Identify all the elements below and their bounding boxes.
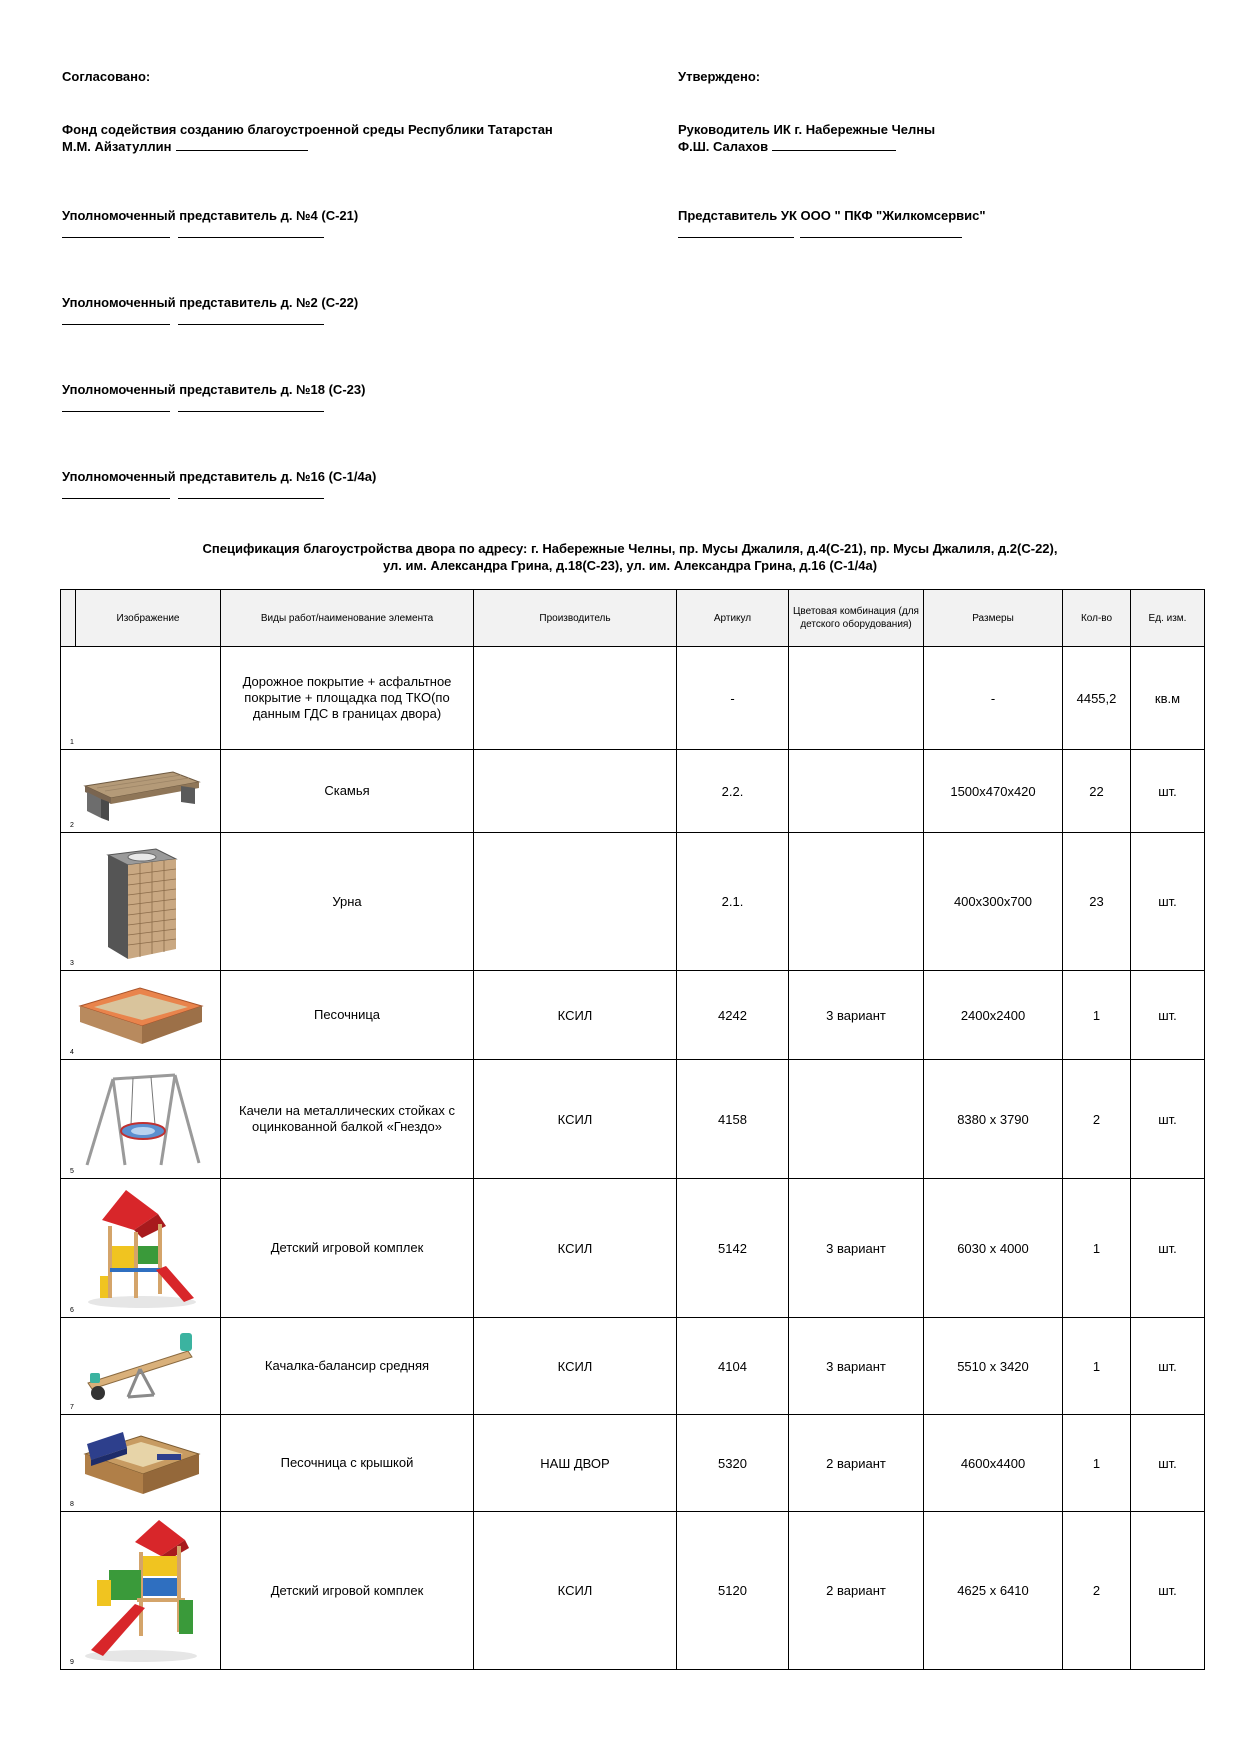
signature-line — [62, 498, 170, 499]
item-maker — [474, 833, 677, 971]
row-number: 7 — [70, 1404, 74, 1411]
table-row — [61, 1512, 1205, 1670]
item-qty: 23 — [1063, 833, 1131, 971]
item-size: - — [924, 647, 1063, 750]
spec-title-line-2: ул. им. Александра Грина, д.18(С-23), ул. им. Александра Грина, д.16 (С-1/4а) — [382, 558, 878, 573]
rep-4-label: Уполномоченный представитель д. №16 (С-1/4а) — [62, 469, 377, 484]
fund-line: Фонд содействия созданию благоустроенной среды Республики Татарстан — [62, 122, 553, 137]
item-unit: шт. — [1131, 1179, 1205, 1318]
item-unit: шт. — [1131, 1415, 1205, 1512]
item-maker: КСИЛ — [474, 1318, 677, 1415]
signature-line — [176, 138, 308, 151]
item-maker: КСИЛ — [474, 971, 677, 1060]
table-row — [61, 833, 1205, 971]
table-row — [61, 1318, 1205, 1415]
item-article: 5142 — [677, 1179, 789, 1318]
col-header-size: Размеры — [924, 590, 1063, 647]
head-person: Ф.Ш. Салахов — [678, 139, 769, 154]
spec-table — [60, 589, 1205, 1670]
item-size: 1500х470х420 — [924, 750, 1063, 833]
signature-line — [800, 237, 962, 238]
item-article: - — [677, 647, 789, 750]
image-cell — [61, 1512, 221, 1670]
item-size: 2400х2400 — [924, 971, 1063, 1060]
rep-1-label: Уполномоченный представитель д. №4 (С-21) — [62, 208, 359, 223]
item-unit: кв.м — [1131, 647, 1205, 750]
item-size: 4600х4400 — [924, 1415, 1063, 1512]
urn-icon — [96, 841, 186, 963]
signature-line — [62, 411, 170, 412]
image-cell — [61, 971, 221, 1060]
item-color: 3 вариант — [789, 971, 924, 1060]
col-header-num — [61, 590, 76, 647]
item-article: 4104 — [677, 1318, 789, 1415]
playhouse-icon — [82, 1186, 200, 1310]
item-color — [789, 1060, 924, 1179]
head-line: Руководитель ИК г. Набережные Челны — [678, 122, 936, 137]
item-qty: 2 — [1063, 1060, 1131, 1179]
item-color — [789, 647, 924, 750]
signature-line — [678, 237, 794, 238]
approved-label: Утверждено: — [678, 69, 761, 84]
item-color — [789, 833, 924, 971]
item-size: 5510 х 3420 — [924, 1318, 1063, 1415]
item-unit: шт. — [1131, 971, 1205, 1060]
item-maker: КСИЛ — [474, 1179, 677, 1318]
item-qty: 1 — [1063, 971, 1131, 1060]
item-qty: 2 — [1063, 1512, 1131, 1670]
item-color: 2 вариант — [789, 1415, 924, 1512]
fund-signature — [62, 138, 308, 155]
table-row — [61, 1060, 1205, 1179]
item-maker: КСИЛ — [474, 1512, 677, 1670]
col-header-color: Цветовая комбинация (для детского оборудования) — [789, 590, 924, 647]
row-number: 2 — [70, 822, 74, 829]
image-cell — [61, 833, 221, 971]
row-number: 9 — [70, 1659, 74, 1666]
signature-line — [178, 237, 324, 238]
item-unit: шт. — [1131, 750, 1205, 833]
seesaw-icon — [80, 1325, 202, 1407]
signature-line — [62, 237, 170, 238]
signature-line — [178, 498, 324, 499]
item-name: Качалка-балансир средняя — [221, 1318, 474, 1415]
table-row — [61, 750, 1205, 833]
rep-2-label: Уполномоченный представитель д. №2 (С-22) — [62, 295, 359, 310]
item-name: Урна — [221, 833, 474, 971]
col-header-qty: Кол-во — [1063, 590, 1131, 647]
item-maker — [474, 750, 677, 833]
col-header-article: Артикул — [677, 590, 789, 647]
row-number: 1 — [70, 739, 74, 746]
item-article: 4158 — [677, 1060, 789, 1179]
table-row — [61, 1179, 1205, 1318]
signature-line — [772, 138, 896, 151]
item-article: 5120 — [677, 1512, 789, 1670]
table-row — [61, 1415, 1205, 1512]
image-cell — [61, 750, 221, 833]
signature-line — [62, 324, 170, 325]
col-header-unit: Ед. изм. — [1131, 590, 1205, 647]
spec-title-line-1: Спецификация благоустройства двора по адресу: г. Набережные Челны, пр. Мусы Джалиля, д.4(С-21), пр. Мусы Джалиля, д.2(С-22), — [202, 541, 1058, 556]
item-maker: НАШ ДВОР — [474, 1415, 677, 1512]
table-row — [61, 647, 1205, 750]
item-unit: шт. — [1131, 833, 1205, 971]
col-header-name: Виды работ/наименование элемента — [221, 590, 474, 647]
head-signature — [678, 138, 896, 155]
row-number: 6 — [70, 1307, 74, 1314]
play-complex-icon — [79, 1518, 203, 1664]
item-qty: 1 — [1063, 1415, 1131, 1512]
col-header-image: Изображение — [76, 590, 221, 647]
rep-3-label: Уполномоченный представитель д. №18 (С-23) — [62, 382, 366, 397]
row-number: 5 — [70, 1168, 74, 1175]
image-cell — [61, 1415, 221, 1512]
item-color: 3 вариант — [789, 1179, 924, 1318]
item-name: Скамья — [221, 750, 474, 833]
item-name: Песочница с крышкой — [221, 1415, 474, 1512]
signature-line — [178, 324, 324, 325]
item-name: Детский игровой комплек — [221, 1512, 474, 1670]
swing-icon — [77, 1067, 205, 1171]
item-name: Качели на металлических стойках с оцинкованной балкой «Гнездо» — [221, 1060, 474, 1179]
item-unit: шт. — [1131, 1060, 1205, 1179]
spec-title — [60, 540, 1200, 574]
bench-icon — [77, 758, 205, 824]
item-name: Дорожное покрытие + асфальтное покрытие + площадка под ТКО(по данным ГДС в границах двора) — [221, 647, 474, 750]
item-size: 4625 х 6410 — [924, 1512, 1063, 1670]
item-name: Песочница — [221, 971, 474, 1060]
item-article: 2.2. — [677, 750, 789, 833]
fund-person: М.М. Айзатуллин — [62, 139, 172, 154]
uk-rep-label: Представитель УК ООО " ПКФ "Жилкомсервис" — [678, 208, 986, 223]
item-color: 2 вариант — [789, 1512, 924, 1670]
covered-sandbox-icon — [79, 1424, 203, 1502]
image-cell — [61, 1179, 221, 1318]
image-cell — [61, 1060, 221, 1179]
table-row — [61, 971, 1205, 1060]
item-unit: шт. — [1131, 1318, 1205, 1415]
item-qty: 1 — [1063, 1318, 1131, 1415]
item-unit: шт. — [1131, 1512, 1205, 1670]
row-number: 8 — [70, 1501, 74, 1508]
row-number: 4 — [70, 1049, 74, 1056]
agreed-label: Согласовано: — [62, 69, 151, 84]
item-article: 5320 — [677, 1415, 789, 1512]
item-size: 400х300х700 — [924, 833, 1063, 971]
sandbox-icon — [76, 980, 206, 1050]
item-color — [789, 750, 924, 833]
signature-line — [178, 411, 324, 412]
image-cell — [61, 647, 221, 750]
item-size: 6030 х 4000 — [924, 1179, 1063, 1318]
item-qty: 22 — [1063, 750, 1131, 833]
item-size: 8380 х 3790 — [924, 1060, 1063, 1179]
item-maker — [474, 647, 677, 750]
item-article: 4242 — [677, 971, 789, 1060]
item-color: 3 вариант — [789, 1318, 924, 1415]
item-maker: КСИЛ — [474, 1060, 677, 1179]
item-qty: 4455,2 — [1063, 647, 1131, 750]
item-qty: 1 — [1063, 1179, 1131, 1318]
table-header-row — [61, 590, 1205, 647]
col-header-maker: Производитель — [474, 590, 677, 647]
row-number: 3 — [70, 960, 74, 967]
item-name: Детский игровой комплек — [221, 1179, 474, 1318]
item-article: 2.1. — [677, 833, 789, 971]
image-cell — [61, 1318, 221, 1415]
